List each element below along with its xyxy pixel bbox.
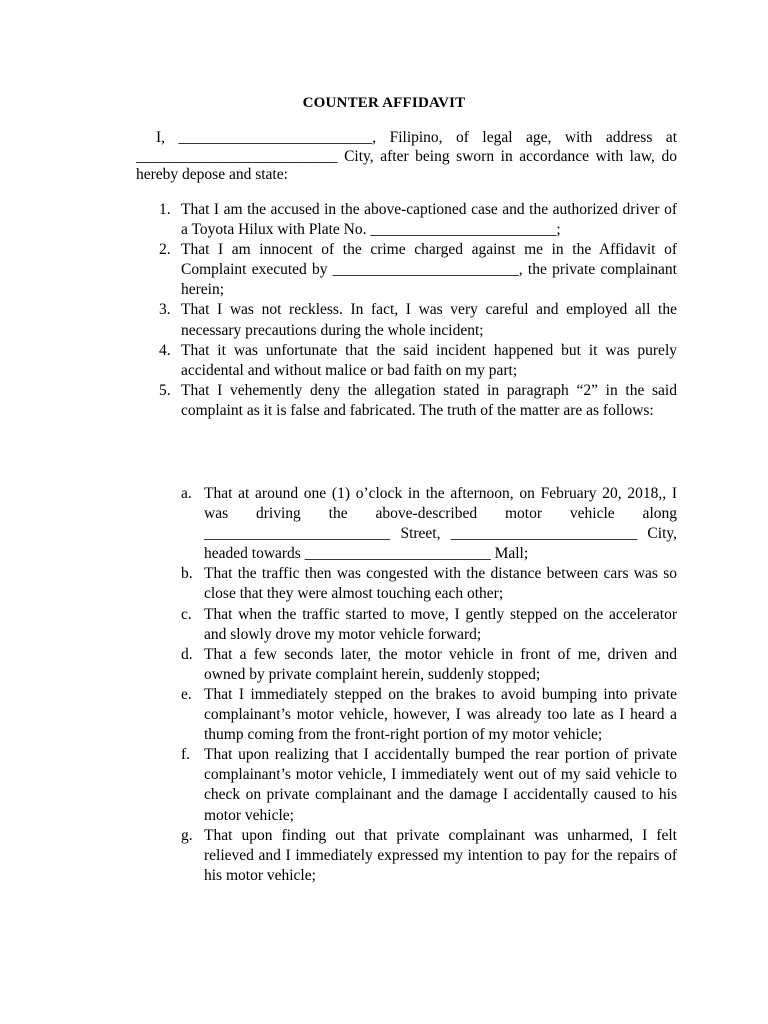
list-marker: 2. <box>159 241 171 259</box>
list-marker: f. <box>181 746 191 764</box>
lettered-item <box>136 605 677 645</box>
intro-paragraph: I, _________________________, Filipino, of legal age, with address at __________________________ City, after being sworn in accordance with law, do hereby depose and state: <box>136 129 677 183</box>
lettered-item <box>136 484 677 564</box>
list-item-text: That upon finding out that private complainant was unharmed, I felt relieved and I immediately expressed my intention to pay for the repairs of his motor vehicle; <box>204 826 677 884</box>
document-title: COUNTER AFFIDAVIT <box>302 95 466 111</box>
list-item-text: That it was unfortunate that the said incident happened but it was purely accidental and without malice or bad faith on my part; <box>181 341 677 379</box>
numbered-item <box>136 341 677 381</box>
lettered-item <box>136 685 677 745</box>
lettered-item <box>136 745 677 825</box>
list-marker: 3. <box>159 301 171 319</box>
list-item-text: That a few seconds later, the motor vehicle in front of me, driven and owned by private complaint herein, suddenly stopped; <box>204 645 677 683</box>
list-marker: d. <box>181 645 193 663</box>
lettered-list <box>136 484 677 886</box>
list-item-text: That I am innocent of the crime charged against me in the Affidavit of Complaint executed by ________________________, the private complainant herein; <box>181 241 677 299</box>
list-marker: b. <box>181 565 193 583</box>
list-item-text: That I immediately stepped on the brakes to avoid bumping into private complainant’s motor vehicle, however, I was already too late as I heard a thump coming from the front-right portion of my motor vehicle; <box>204 685 677 744</box>
list-marker: 1. <box>159 201 171 218</box>
list-item-text: That at around one (1) o’clock in the afternoon, on February 20, 2018,, I was driving the above-described motor vehicle along ________________________ Street, ________________________ City, headed towards ________________________ Mall; <box>204 485 677 563</box>
lettered-item <box>136 826 677 886</box>
list-item-text: That I was not reckless. In fact, I was very careful and employed all the necessary precautions during the whole incident; <box>181 301 677 339</box>
list-marker: a. <box>181 485 192 502</box>
list-marker: g. <box>181 826 193 844</box>
numbered-item <box>136 381 677 421</box>
lettered-item <box>136 564 677 604</box>
list-item-text: That upon realizing that I accidentally bumped the rear portion of private complainant’s motor vehicle, I immediately went out of my said vehicle to check on private complainant and the damage I accidentally caused to his motor vehicle; <box>204 746 677 824</box>
list-marker: 5. <box>159 381 171 399</box>
numbered-item <box>136 240 677 300</box>
numbered-item <box>136 300 677 340</box>
lettered-item <box>136 645 677 685</box>
list-item-text: That I vehemently deny the allegation stated in paragraph “2” in the said complaint as it is false and fabricated. The truth of the matter are as follows: <box>181 381 677 419</box>
list-item-text: That I am the accused in the above-captioned case and the authorized driver of a Toyota Hilux with Plate No. ________________________; <box>181 201 677 239</box>
list-marker: e. <box>181 685 192 703</box>
numbered-item <box>136 200 677 240</box>
list-item-text: That when the traffic started to move, I gently stepped on the accelerator and slowly drove my motor vehicle forward; <box>204 605 677 643</box>
numbered-list <box>136 200 677 421</box>
list-marker: 4. <box>159 341 171 359</box>
list-item-text: That the traffic then was congested with the distance between cars was so close that they were almost touching each other; <box>204 565 677 603</box>
list-marker: c. <box>181 605 192 623</box>
